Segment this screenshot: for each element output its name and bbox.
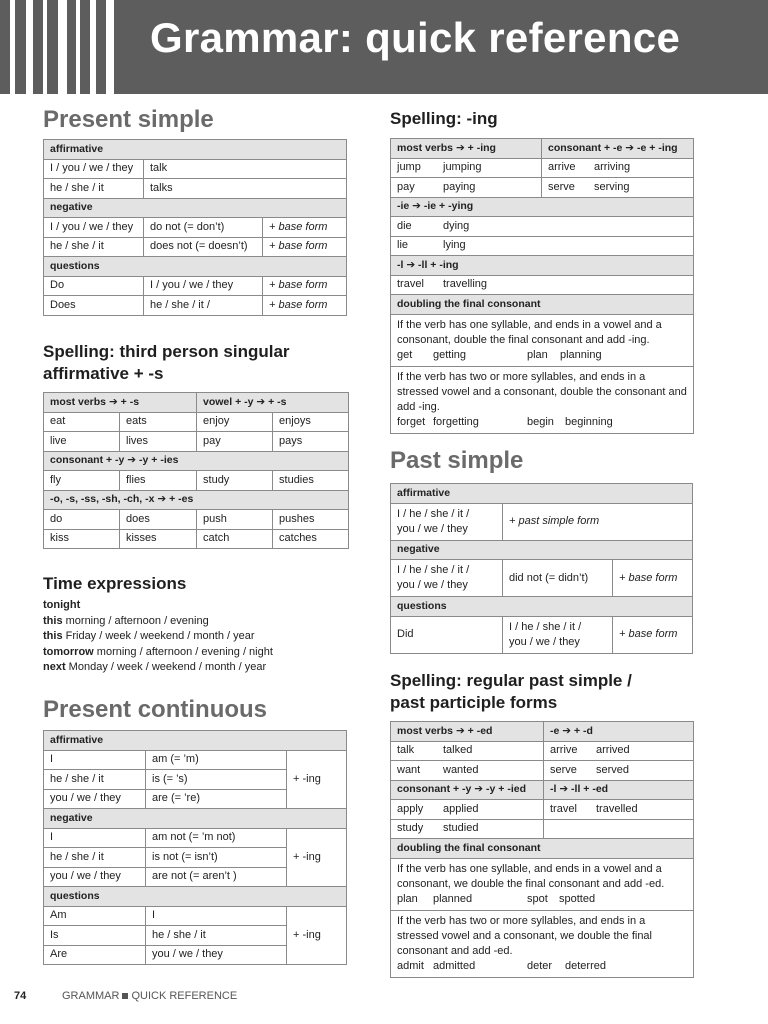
- footer-subsection: QUICK REFERENCE: [131, 990, 238, 1002]
- table-row: apply applied travel travelled: [391, 800, 694, 820]
- list-item: tonight: [43, 599, 81, 611]
- past-simple-table: affirmative I / he / she / it / you / we / they + past simple form negative I / he / she / it / you / we / they did not (= didn’t) + base form questions Did I / he / she / it / you / we / they + base form: [390, 483, 693, 654]
- list-item: next Monday / week / weekend / month / year: [43, 661, 267, 674]
- page-footer: [14, 990, 237, 1002]
- past-simple-section: [390, 447, 692, 654]
- table-row: If the verb has one syllable, and ends in a vowel and a consonant, double the final consonant and add -ing. get getting plan planning: [391, 314, 694, 366]
- present-continuous-table: affirmative I am (= ’m) + -ing he / she / it is (= ’s) you / we / they are (= ’re) negative I am not (= ’m not) + -ing he / she / it is not (= isn’t) you / we / they are not (= aren’t ) questions Am I + -ing Is he / she / it Are you / we / they: [43, 730, 347, 965]
- time-expressions-list: [43, 598, 343, 676]
- table-row: Is he / she / it: [44, 926, 347, 946]
- table-row: Am I + -ing: [44, 906, 347, 926]
- present-simple-table: [43, 139, 347, 316]
- spelling-ing-section: [390, 108, 693, 434]
- list-item: this Friday / week / weekend / month / year: [43, 630, 255, 643]
- page-title: Grammar: quick reference: [150, 14, 681, 61]
- spelling-ing-title: Spelling: -ing: [390, 109, 498, 128]
- table-row: fly flies study studies: [44, 471, 349, 491]
- table-row: Do I / you / we / they + base form: [44, 276, 347, 296]
- table-row: I am not (= ’m not) + -ing: [44, 828, 347, 848]
- table-row: you / we / they are (= ’re): [44, 789, 347, 809]
- table-row: lie lying: [391, 236, 694, 256]
- affirmative-label: affirmative: [44, 140, 347, 160]
- spelling-past-section: [390, 670, 693, 978]
- table-row: I / you / we / they talk: [44, 159, 347, 179]
- past-simple-title: Past simple: [390, 447, 524, 474]
- list-item: tomorrow morning / afternoon / evening / night: [43, 645, 273, 658]
- spelling-third-person-table: most verbs ➔ + -s vowel + -y ➔ + -s eat eats enjoy enjoys live lives pay pays consonant + -y ➔ -y + -ies fly flies study studies -o, -s, -ss, -sh, -ch, -x ➔ + -es do does push pushes kiss kisses catch catches: [43, 392, 349, 549]
- spelling-ing-table: most verbs ➔ + -ing consonant + -e ➔ -e + -ing jump jumping arrive arriving pay paying serve serving -ie ➔ -ie + -ying die dying lie lying -l ➔ -ll + -ing travel travelling doubling the final consonant If the verb has one syllable, and ends in a vowel and a consonant, double the final consonant and add -ing. get getting plan planning If the verb has two or more syllables, and ends in a stressed vowel and a consonant, double the consonant and add -ing. forget forgetting begin beginning: [390, 138, 694, 434]
- table-row: jump jumping arrive arriving: [391, 158, 694, 178]
- decorative-stripes: [0, 0, 118, 94]
- footer-section: GRAMMAR: [62, 990, 120, 1002]
- table-row: he / she / it is not (= isn’t): [44, 848, 347, 868]
- spelling-past-title: Spelling: regular past simple / past participle forms: [390, 671, 632, 712]
- table-row: do does push pushes: [44, 510, 349, 530]
- spelling-past-table: most verbs ➔ + -ed -e ➔ + -d talk talked arrive arrived want wanted serve served consonant + -y ➔ -y + -ied -l ➔ -ll + -ed apply applied travel travelled study studied doubling the final consonant If the verb has one syllable, and ends in a vowel and a consonant, we double the final consonant and add -ed. plan planned spot spotted If the verb has two or more syllables, and ends in a stressed vowel and a consonant, we double the final consonant and add -ed. admit admitted deter deterred: [390, 721, 694, 978]
- table-row: If the verb has two or more syllables, and ends in a stressed vowel and a consonant, double the consonant and add -ing. forget forgetting begin beginning: [391, 366, 694, 433]
- table-row: I / he / she / it / you / we / they did not (= didn’t) + base form: [391, 560, 693, 597]
- header-banner: [0, 0, 768, 94]
- table-row: you / we / they are not (= aren’t ): [44, 867, 347, 887]
- table-row: die dying: [391, 217, 694, 237]
- present-continuous-section: [43, 696, 346, 965]
- present-simple-section: [43, 106, 346, 316]
- table-row: travel travelling: [391, 275, 694, 295]
- spelling-third-person-section: [43, 341, 348, 549]
- table-row: I / he / she / it / you / we / they + past simple form: [391, 503, 693, 540]
- table-row: he / she / it talks: [44, 179, 347, 199]
- table-row: eat eats enjoy enjoys: [44, 412, 349, 432]
- table-row: talk talked arrive arrived: [391, 741, 694, 761]
- table-row: kiss kisses catch catches: [44, 529, 349, 549]
- spelling-third-person-title: Spelling: third person singular affirmative + -s: [43, 342, 290, 383]
- table-row: live lives pay pays: [44, 432, 349, 452]
- time-expressions-section: [43, 573, 343, 676]
- table-row: want wanted serve served: [391, 761, 694, 781]
- negative-label: negative: [44, 198, 347, 218]
- time-expressions-title: Time expressions: [43, 574, 187, 593]
- table-row: Does he / she / it / + base form: [44, 296, 347, 316]
- table-row: If the verb has two or more syllables, and ends in a stressed vowel and a consonant, we double the final consonant and add -ed. admit admitted deter deterred: [391, 910, 694, 977]
- table-row: pay paying serve serving: [391, 178, 694, 198]
- questions-label: questions: [44, 257, 347, 277]
- present-continuous-title: Present continuous: [43, 696, 268, 723]
- table-row: Are you / we / they: [44, 945, 347, 965]
- table-row: he / she / it does not (= doesn’t) + base form: [44, 237, 347, 257]
- square-bullet-icon: [122, 993, 128, 999]
- table-row: study studied: [391, 819, 694, 839]
- table-row: I am (= ’m) + -ing: [44, 750, 347, 770]
- page-number: 74: [14, 990, 27, 1002]
- table-row: I / you / we / they do not (= don’t) + base form: [44, 218, 347, 238]
- table-row: If the verb has one syllable, and ends in a vowel and a consonant, we double the final consonant and add -ed. plan planned spot spotted: [391, 858, 694, 910]
- table-row: Did I / he / she / it / you / we / they + base form: [391, 616, 693, 653]
- list-item: this morning / afternoon / evening: [43, 614, 209, 627]
- table-row: he / she / it is (= ’s): [44, 770, 347, 790]
- present-simple-title: Present simple: [43, 106, 214, 133]
